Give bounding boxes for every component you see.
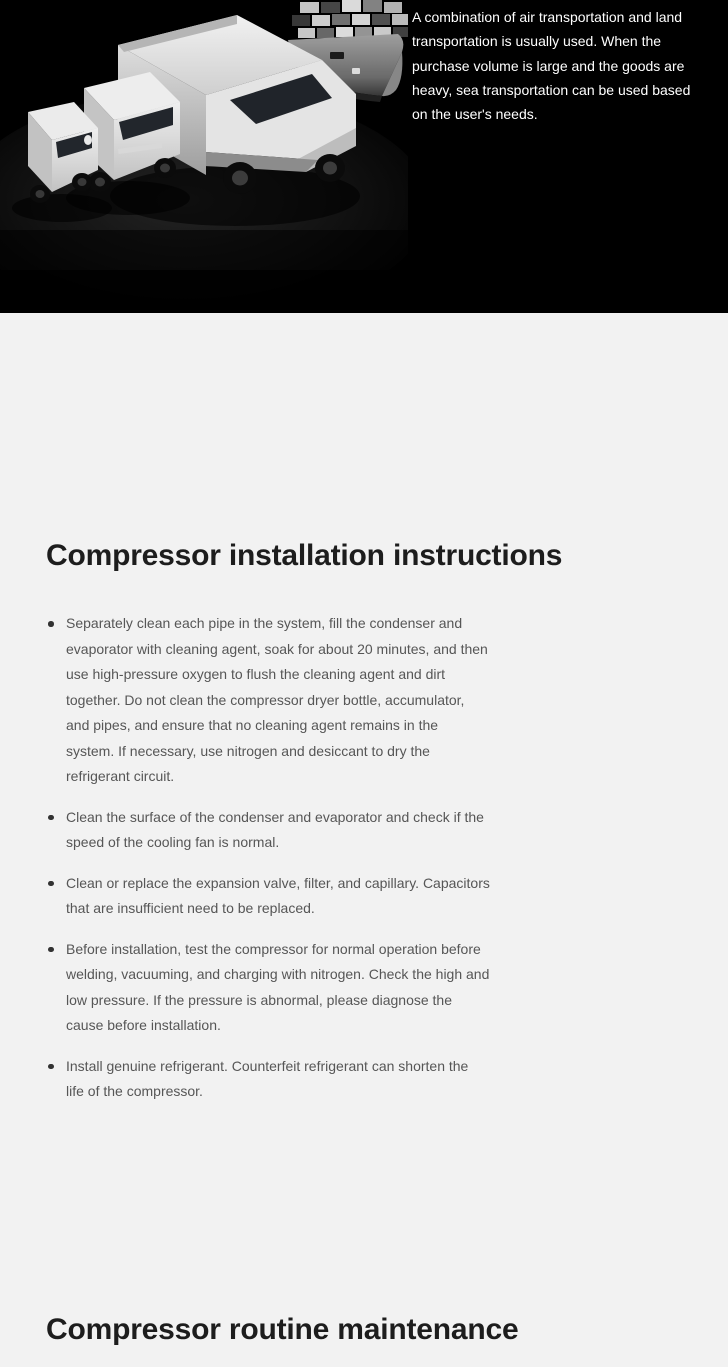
installation-section <box>0 313 728 1105</box>
installation-step-3: Clean or replace the expansion valve, filter, and capillary. Capacitors that are insufficient need to be replaced. <box>48 871 490 922</box>
maintenance-section <box>0 1120 728 1367</box>
installation-step-2: Clean the surface of the condenser and evaporator and check if the speed of the cooling fan is normal. <box>48 805 490 856</box>
maintenance-heading: Compressor routine maintenance <box>46 1312 519 1346</box>
installation-heading: Compressor installation instructions <box>46 539 563 572</box>
installation-step-4: Before installation, test the compressor for normal operation before welding, vacuuming, and charging with nitrogen. Check the high and low pressure. If the pressure is abnormal, please diagnose the cause before installation. <box>48 937 490 1039</box>
hero-section <box>0 0 728 313</box>
installation-step-5: Install genuine refrigerant. Counterfeit refrigerant can shorten the life of the compressor. <box>48 1054 490 1105</box>
installation-bullet-list <box>48 611 682 1105</box>
logistics-hero-image <box>0 0 408 313</box>
shipping-description-text: A combination of air transportation and land transportation is usually used. When the purchase volume is large and the goods are heavy, sea transportation can be used based on the user's needs. <box>412 9 691 123</box>
logistics-vehicles-illustration <box>0 0 408 313</box>
installation-step-1: Separately clean each pipe in the system, fill the condenser and evaporator with cleaning agent, soak for about 20 minutes, and then use high-pressure oxygen to flush the cleaning agent and dirt together. Do not clean the compressor dryer bottle, accumulator, and pipes, and ensure that no cleaning agent remains in the system. If necessary, use nitrogen and desiccant to dry the refrigerant circuit. <box>48 611 490 790</box>
